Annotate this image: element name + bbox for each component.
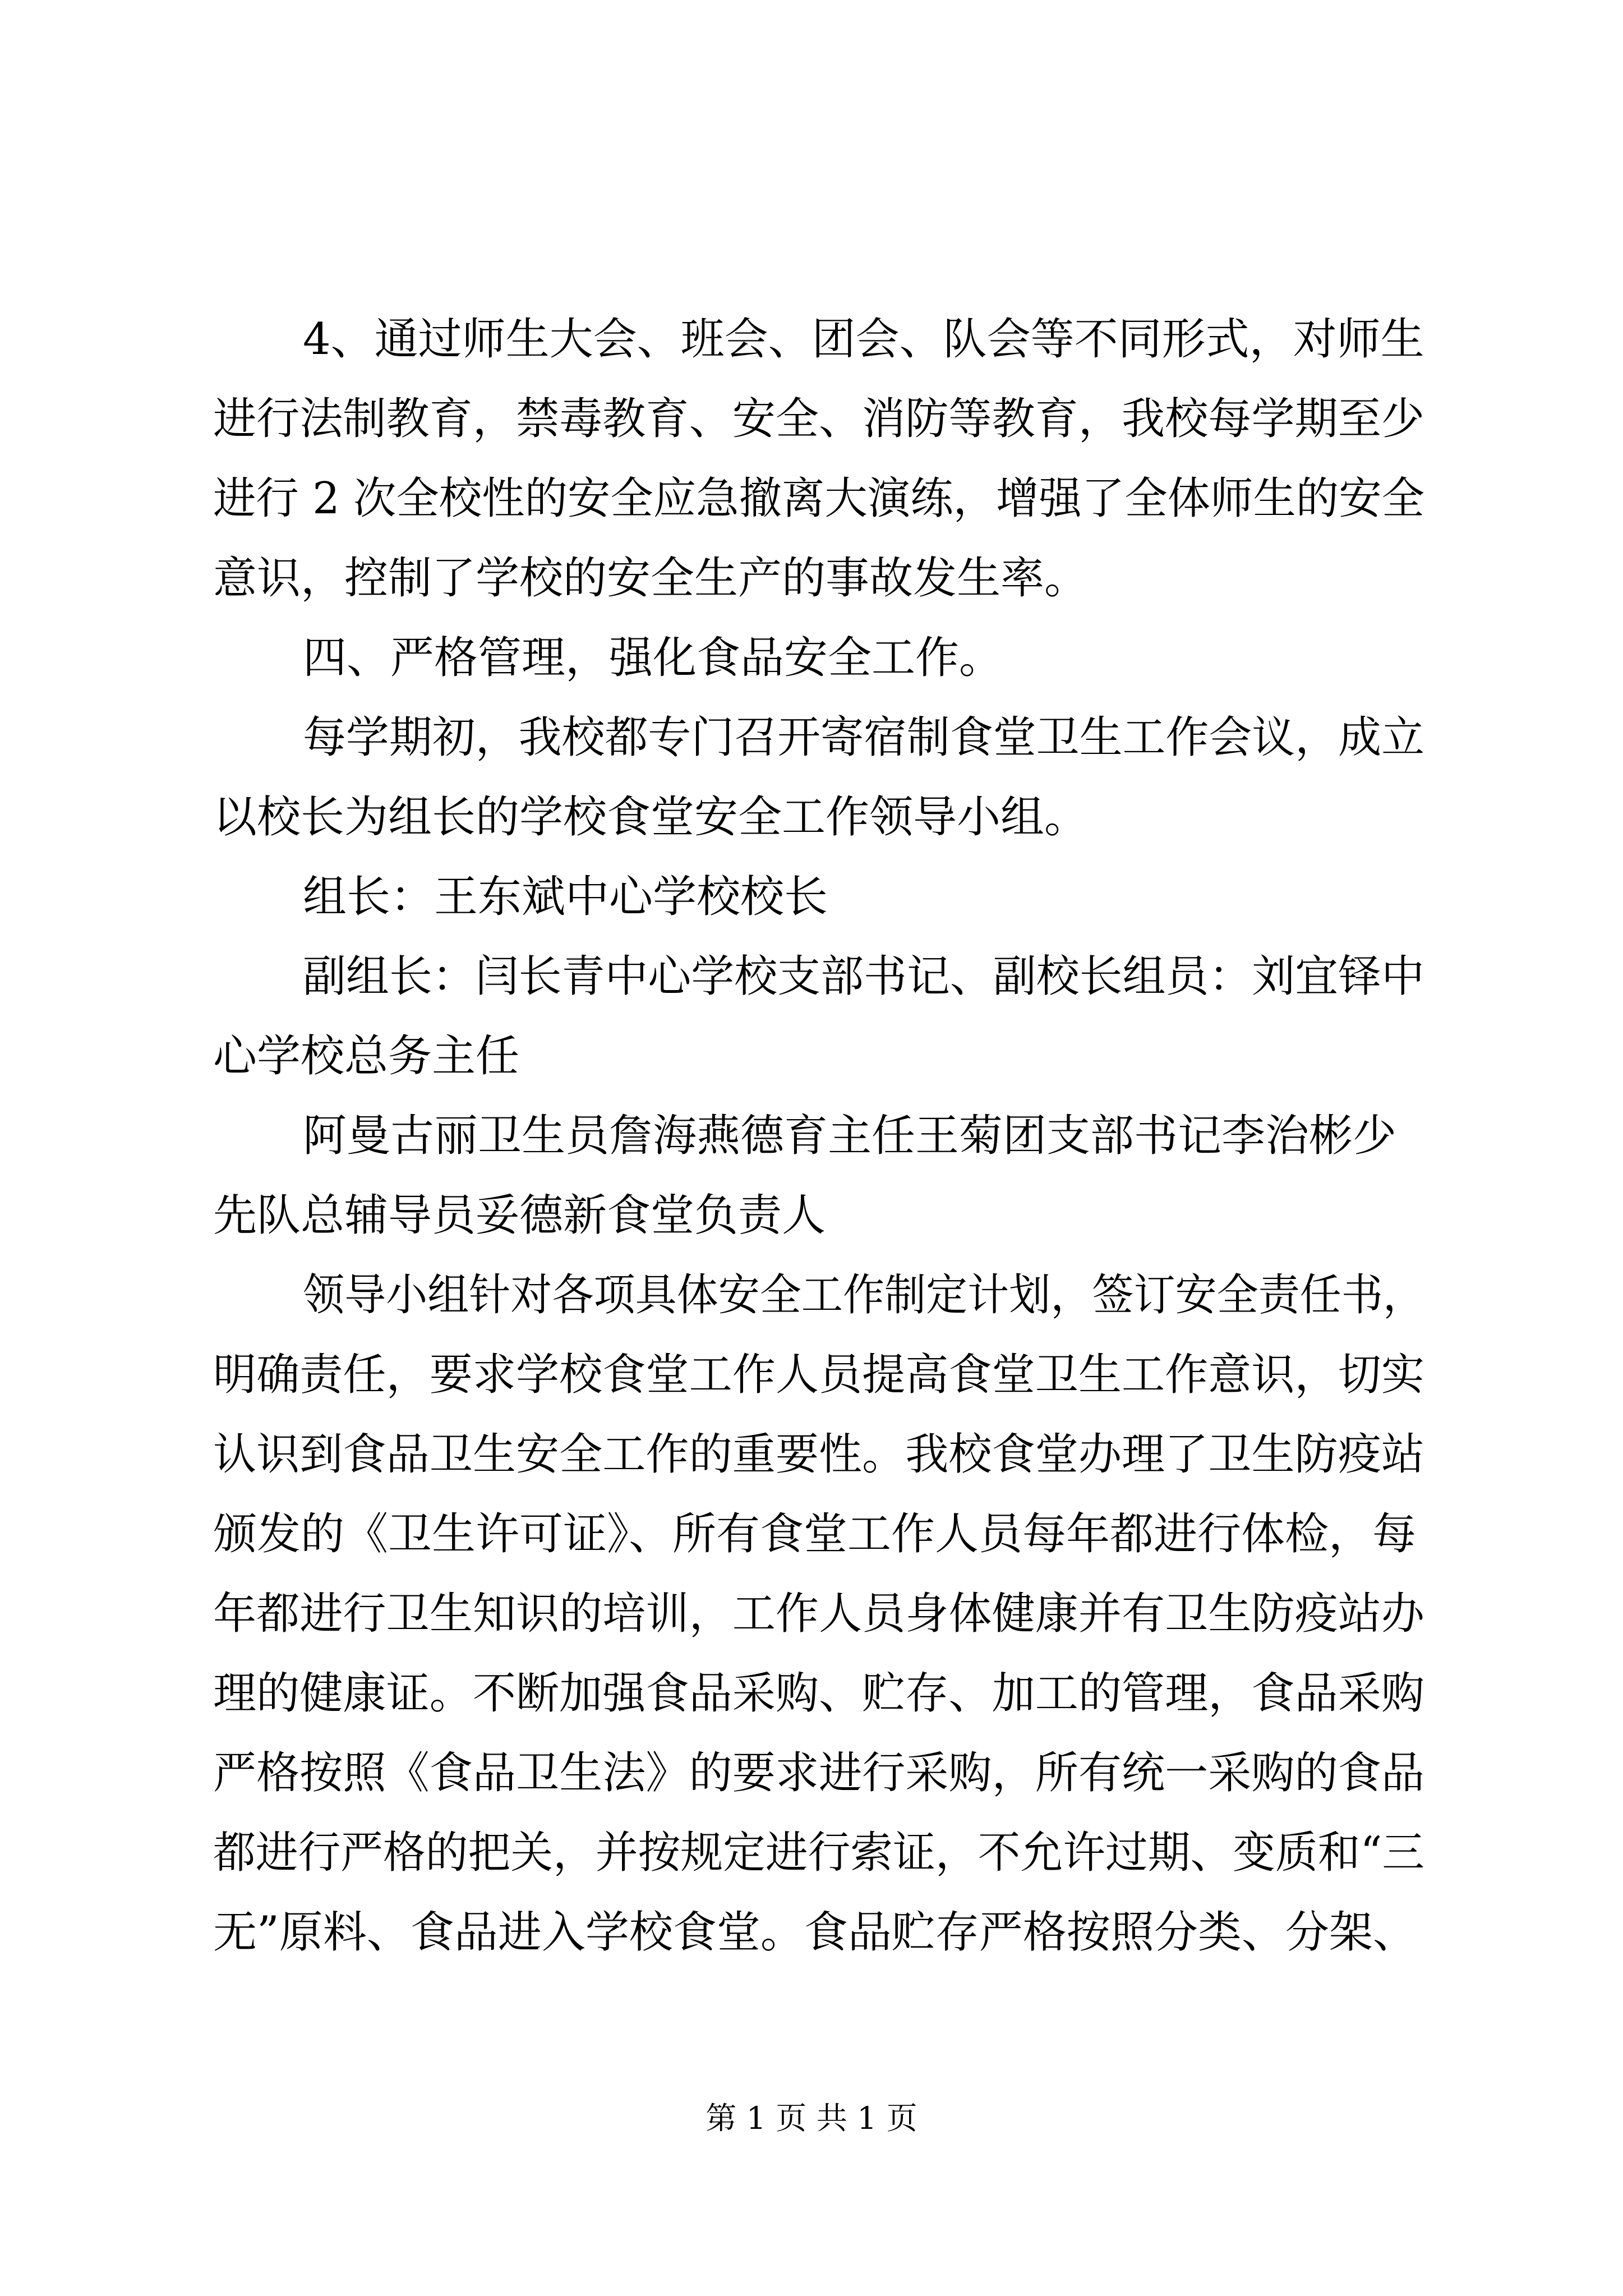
line-text: 阿曼古丽卫生员詹海燕德育主任王菊团支部书记李治彬少 [303, 1111, 1397, 1161]
text-line [0, 1188, 1623, 1244]
page-footer [0, 2096, 1623, 2141]
line-text: 认识到食品卫生安全工作的重要性。我校食堂办理了卫生防疫站 [213, 1429, 1424, 1480]
line-text: 明确责任，要求学校食堂工作人员提高食堂卫生工作意识，切实 [213, 1350, 1424, 1400]
line-text: 进行 2 次全校性的安全应急撤离大演练，增强了全体师生的安全 [213, 473, 1424, 524]
text-line [0, 1586, 1623, 1642]
line-text: 先队总辅导员妥德新食堂负责人 [213, 1190, 826, 1241]
line-text: 四、严格管理，强化食品安全工作。 [303, 633, 1003, 683]
text-line [0, 789, 1623, 845]
text-line [0, 1028, 1623, 1084]
line-text: 心学校总务主任 [213, 1031, 520, 1082]
line-text: 副组长：闫长青中心学校支部书记、副校长组员：刘宜铎中 [303, 951, 1424, 1002]
line-text: 严格按照《食品卫生法》的要求进行采购，所有统一采购的食品 [213, 1748, 1424, 1798]
text-line [0, 1267, 1623, 1323]
text-line [0, 869, 1623, 925]
line-text: 无”原料、食品进入学校食堂。食品贮存严格按照分类、分架、 [213, 1907, 1417, 1958]
line-text: 组长：王东斌中心学校校长 [303, 872, 828, 922]
text-line [0, 550, 1623, 606]
text-line [0, 949, 1623, 1005]
text-line [0, 1347, 1623, 1403]
text-line [0, 1825, 1623, 1881]
text-line [0, 391, 1623, 447]
line-text: 理的健康证。不断加强食品采购、贮存、加工的管理，食品采购 [213, 1668, 1424, 1719]
line-text: 以校长为组长的学校食堂安全工作领导小组。 [213, 792, 1089, 843]
line-text: 意识，控制了学校的安全生产的事故发生率。 [213, 553, 1089, 604]
text-line [0, 630, 1623, 686]
line-text: 领导小组针对各项具体安全工作制定计划，签订安全责任书， [303, 1270, 1424, 1320]
line-text: 每学期初，我校都专门召开寄宿制食堂卫生工作会议，成立 [303, 712, 1424, 763]
line-text: 进行法制教育，禁毒教育、安全、消防等教育，我校每学期至少 [213, 394, 1424, 444]
line-text: 颁发的《卫生许可证》、所有食堂工作人员每年都进行体检，每 [213, 1509, 1417, 1559]
line-text: 年都进行卫生知识的培训，工作人员身体健康并有卫生防疫站办 [213, 1589, 1424, 1639]
text-line [0, 1108, 1623, 1164]
line-text: 4、通过师生大会、班会、团会、队会等不同形式，对师生 [303, 314, 1424, 365]
text-line [0, 1904, 1623, 1961]
text-line [0, 1665, 1623, 1722]
page-number-label: 第 1 页 共 1 页 [706, 2100, 917, 2136]
text-line [0, 1427, 1623, 1483]
text-line [0, 1506, 1623, 1562]
text-line [0, 471, 1623, 527]
text-line [0, 311, 1623, 367]
line-text: 都进行严格的把关，并按规定进行索证，不允许过期、变质和“三 [213, 1828, 1424, 1878]
text-line [0, 1745, 1623, 1801]
text-line [0, 710, 1623, 766]
